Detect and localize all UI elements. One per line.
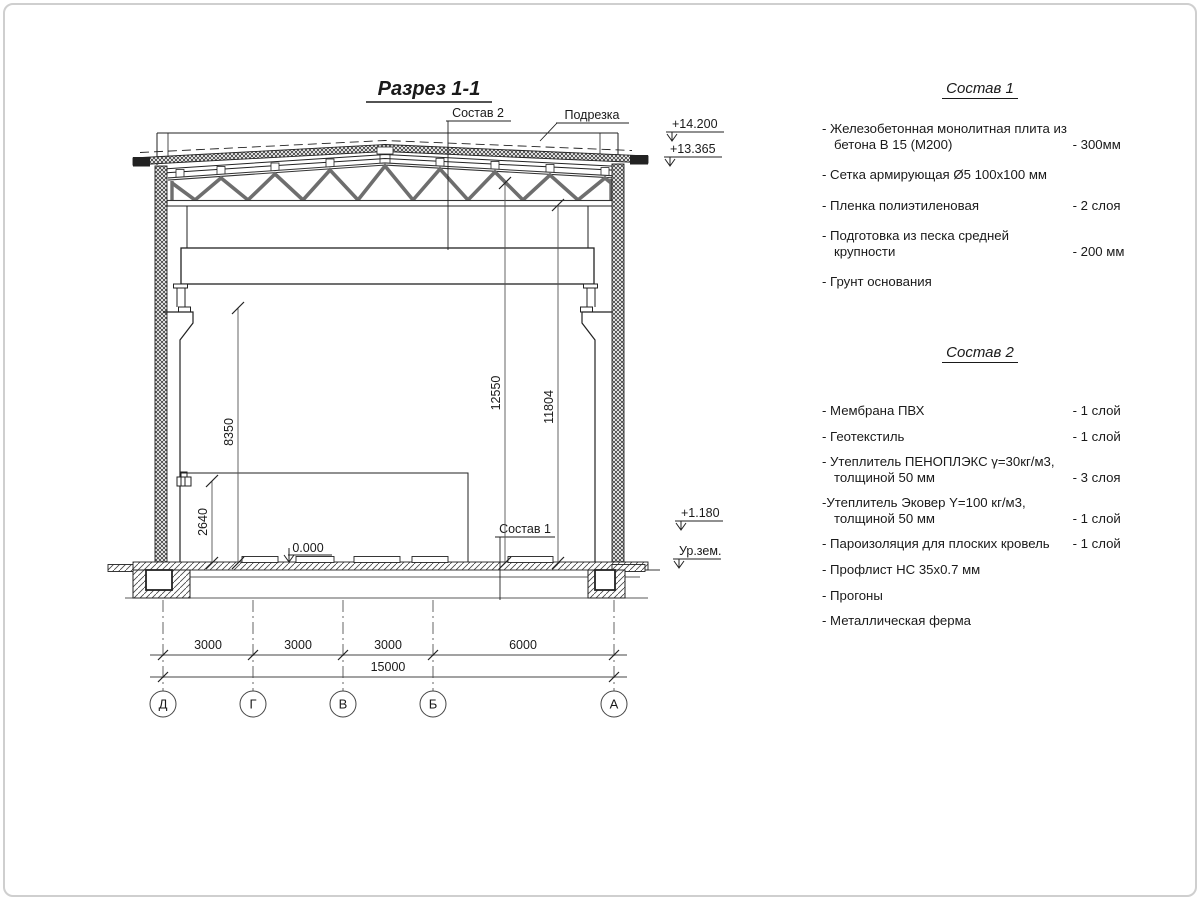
sostav1-callout: Состав 1	[499, 522, 551, 536]
dim-12550: 12550	[489, 375, 503, 411]
bottom-dimensions	[150, 638, 627, 682]
left-wall	[155, 166, 167, 563]
podrezka-callout: Подрезка	[564, 108, 620, 122]
dim-3000-2: 3000	[284, 638, 312, 652]
dim-11804: 11804	[542, 390, 556, 424]
list-item: - Прогоны	[822, 587, 883, 603]
composition-list-2	[822, 344, 1138, 629]
list-item: - Железобетонная монолитная плита из бетона В 15 (М200) - 300мм	[822, 121, 1121, 152]
floor-slab	[133, 562, 648, 570]
list-item: - Пароизоляция для плоских кровель - 1 слой	[822, 536, 1121, 552]
list-item: - Геотекстиль - 1 слой	[822, 428, 1121, 444]
dim-3000-3: 3000	[374, 638, 402, 652]
list1-title: Состав 1	[822, 80, 1138, 97]
left-column	[163, 312, 193, 563]
list2-title: Состав 2	[822, 344, 1138, 361]
walls-group	[155, 164, 624, 563]
list-item: - Утеплитель ПЕНОПЛЭКС γ=30кг/м3, толщиной 50 мм - 3 слоя	[822, 454, 1121, 485]
right-wall	[612, 164, 624, 563]
list-item: - Сетка армирующая Ø5 100х100 мм	[822, 167, 1047, 183]
dim-2640: 2640	[196, 508, 210, 536]
interior-opening	[180, 473, 468, 563]
list-item: - Профлист НС 35х0.7 мм	[822, 562, 981, 578]
drawing-title	[366, 78, 492, 102]
beam	[181, 248, 594, 284]
list-item: -Утеплитель Эковер Y=100 кг/м3, толщиной 50 мм - 1 слой	[822, 495, 1121, 526]
level-plinth: +1.180	[681, 506, 720, 520]
list-item: - Мембрана ПВХ - 1 слой	[822, 403, 1121, 418]
axis-bubbles	[150, 691, 627, 717]
composition-list-1	[822, 80, 1138, 290]
truss-web	[172, 166, 611, 200]
sostav2-callout: Состав 2	[452, 106, 504, 120]
right-column	[582, 312, 612, 563]
dim-6000: 6000	[509, 638, 537, 652]
level-zero: 0.000	[292, 541, 324, 555]
dim-15000: 15000	[370, 660, 406, 674]
list-item: - Пленка полиэтиленовая - 2 слоя	[822, 197, 1121, 213]
vertical-dimensions	[196, 177, 564, 569]
list-item: - Подготовка из песка средней крупности - 200 мм	[822, 228, 1125, 259]
axis-label-d: Д	[158, 696, 168, 712]
list-item: - Металлическая ферма	[822, 613, 971, 629]
dim-3000-1: 3000	[194, 638, 222, 652]
list-item: - Грунт основания	[822, 274, 932, 290]
section-title-text: Разрез 1-1	[377, 78, 481, 100]
dim-8350: 8350	[222, 418, 236, 446]
axis-label-g: Г	[249, 696, 257, 712]
axis-label-b: Б	[428, 696, 438, 712]
foundations	[133, 570, 625, 598]
level-ground: Ур.зем.	[679, 544, 722, 558]
column-bracket	[177, 472, 191, 486]
level-parapet: +14.200	[672, 117, 718, 131]
floor-group	[108, 557, 660, 599]
axis-label-v: В	[338, 696, 348, 712]
level-roof: +13.365	[670, 142, 716, 156]
beam-group	[174, 206, 598, 312]
axis-label-a: А	[609, 696, 619, 712]
